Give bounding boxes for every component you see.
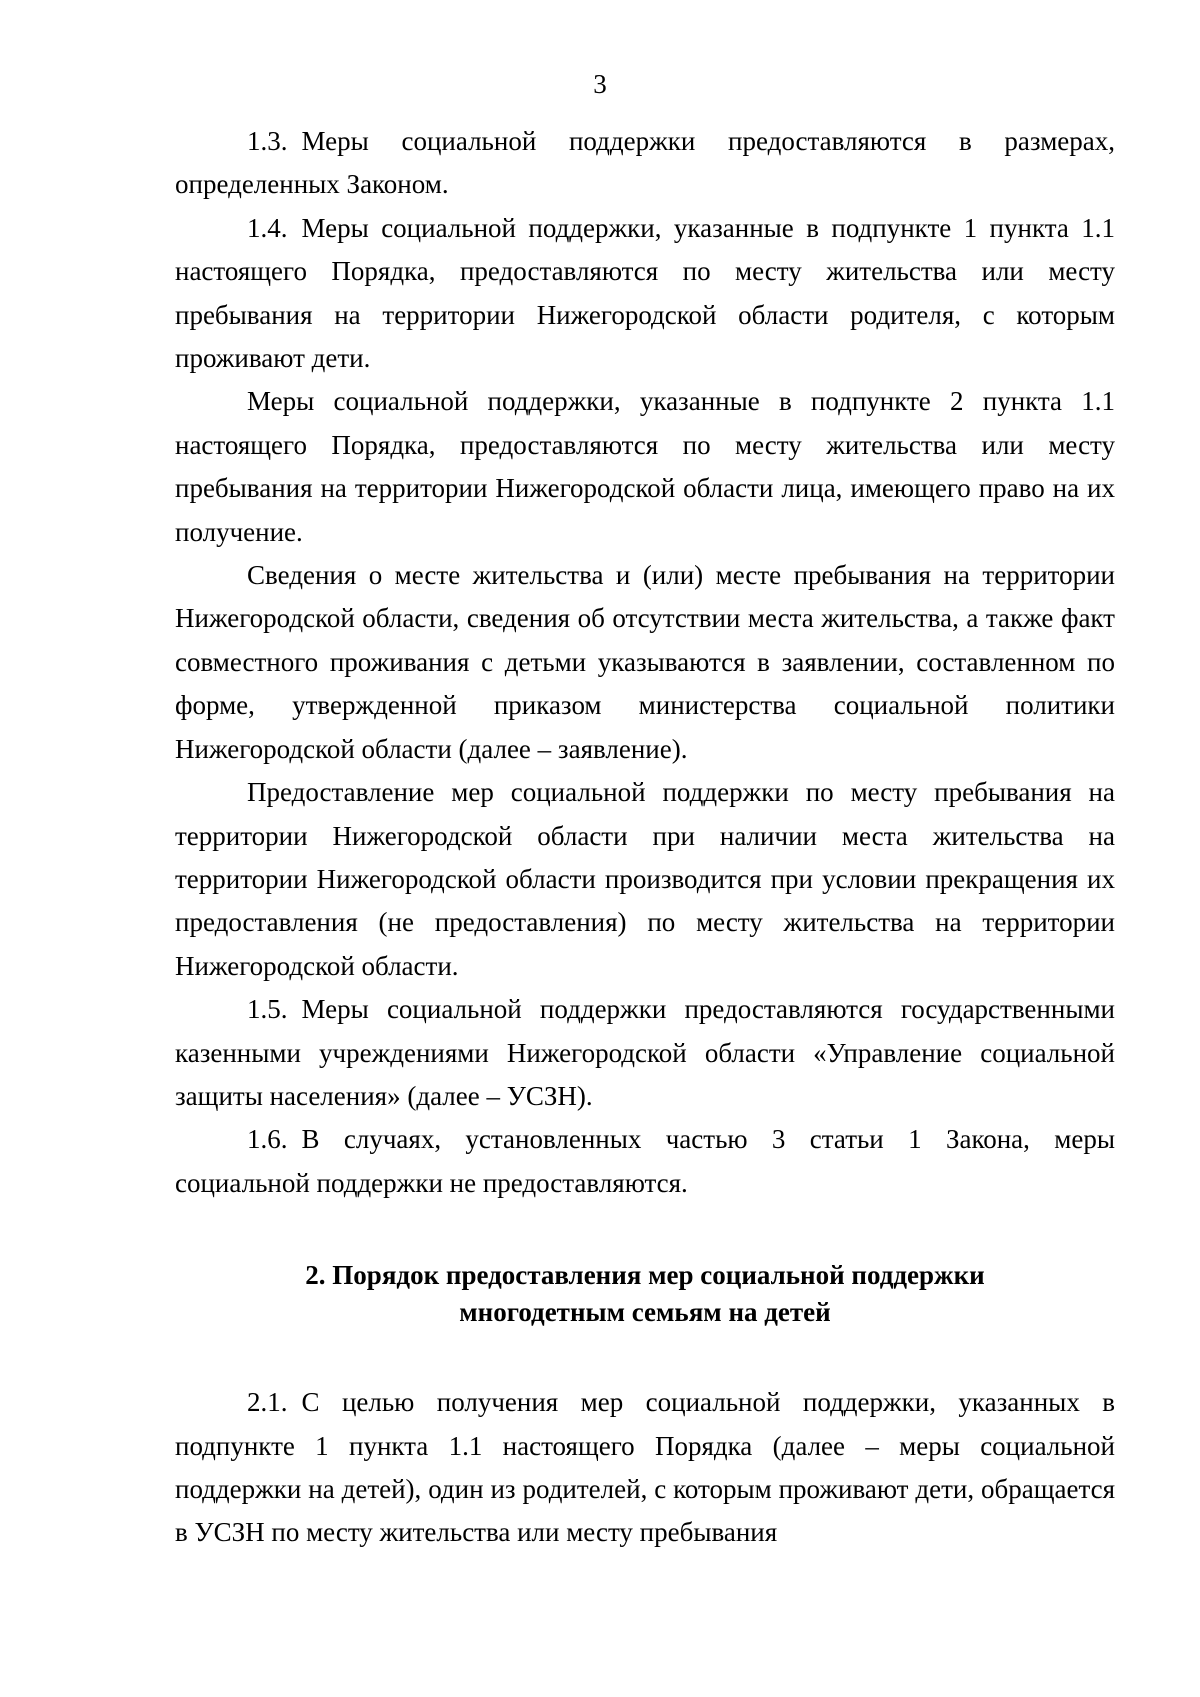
paragraph-text: Сведения о месте жительства и (или) месте пребывания на территории Нижегородской области, сведения об отсутствии места жительства, а также факт совместного проживания с детьми указываются в заявлении, составленном по форме, утвержденной приказом министерства социальной политики Нижегородской области (далее – заявление). <box>175 560 1115 764</box>
paragraph-text: Предоставление мер социальной поддержки по месту пребывания на территории Нижегородской области при наличии места жительства на территории Нижегородской области производится при условии прекращения их предоставления (не предоставления) по месту жительства на территории Нижегородской области. <box>175 777 1115 981</box>
paragraph-1-4-part-4 <box>175 771 1115 988</box>
paragraph-1-5 <box>175 988 1115 1118</box>
paragraph-1-6 <box>175 1118 1115 1205</box>
paragraph-text: Меры социальной поддержки предоставляются государственными казенными учреждениями Нижегородской области «Управление социальной защиты населения» (далее – УСЗН). <box>175 994 1115 1111</box>
paragraph-number: 1.4. <box>247 212 288 243</box>
section-heading-line-2: многодетным семьям на детей <box>459 1297 831 1328</box>
paragraph-number: 1.6. <box>247 1124 288 1155</box>
paragraph-number: 1.5. <box>247 994 288 1025</box>
page-number: 3 <box>593 69 607 99</box>
paragraph-1-3 <box>175 120 1115 207</box>
section-heading <box>175 1257 1115 1331</box>
paragraph-text: С целью получения мер социальной поддержки, указанных в подпункте 1 пункта 1.1 настоящего Порядка (далее – меры социальной поддержки на детей), один из родителей, с которым проживают дети, обращается в УСЗН по месту жительства или месту пребывания <box>175 1387 1115 1548</box>
section-heading-line-1: 2. Порядок предоставления мер социальной поддержки <box>305 1260 985 1291</box>
paragraph-1-4-part-2 <box>175 380 1115 554</box>
paragraph-number: 1.3. <box>247 126 288 156</box>
paragraph-text: Меры социальной поддержки, указанные в подпункте 2 пункта 1.1 настоящего Порядка, предоставляются по месту жительства или месту пребывания на территории Нижегородской области лица, имеющего право на их получение. <box>175 386 1115 547</box>
paragraph-1-4-part-3 <box>175 554 1115 771</box>
paragraph-text: Меры социальной поддержки, указанные в подпункте 1 пункта 1.1 настоящего Порядка, предоставляются по месту жительства или месту пребывания на территории Нижегородской области родителя, с которым проживают дети. <box>175 212 1115 374</box>
paragraph-2-1 <box>175 1381 1115 1555</box>
paragraph-text: В случаях, установленных частью 3 статьи 1 Закона, меры социальной поддержки не предоставляются. <box>175 1124 1115 1198</box>
paragraph-text: Меры социальной поддержки предоставляются в размерах, определенных Законом. <box>175 126 1115 200</box>
paragraph-number: 2.1. <box>247 1387 288 1418</box>
document-body <box>175 120 1115 1555</box>
paragraph-1-4 <box>175 207 1115 381</box>
